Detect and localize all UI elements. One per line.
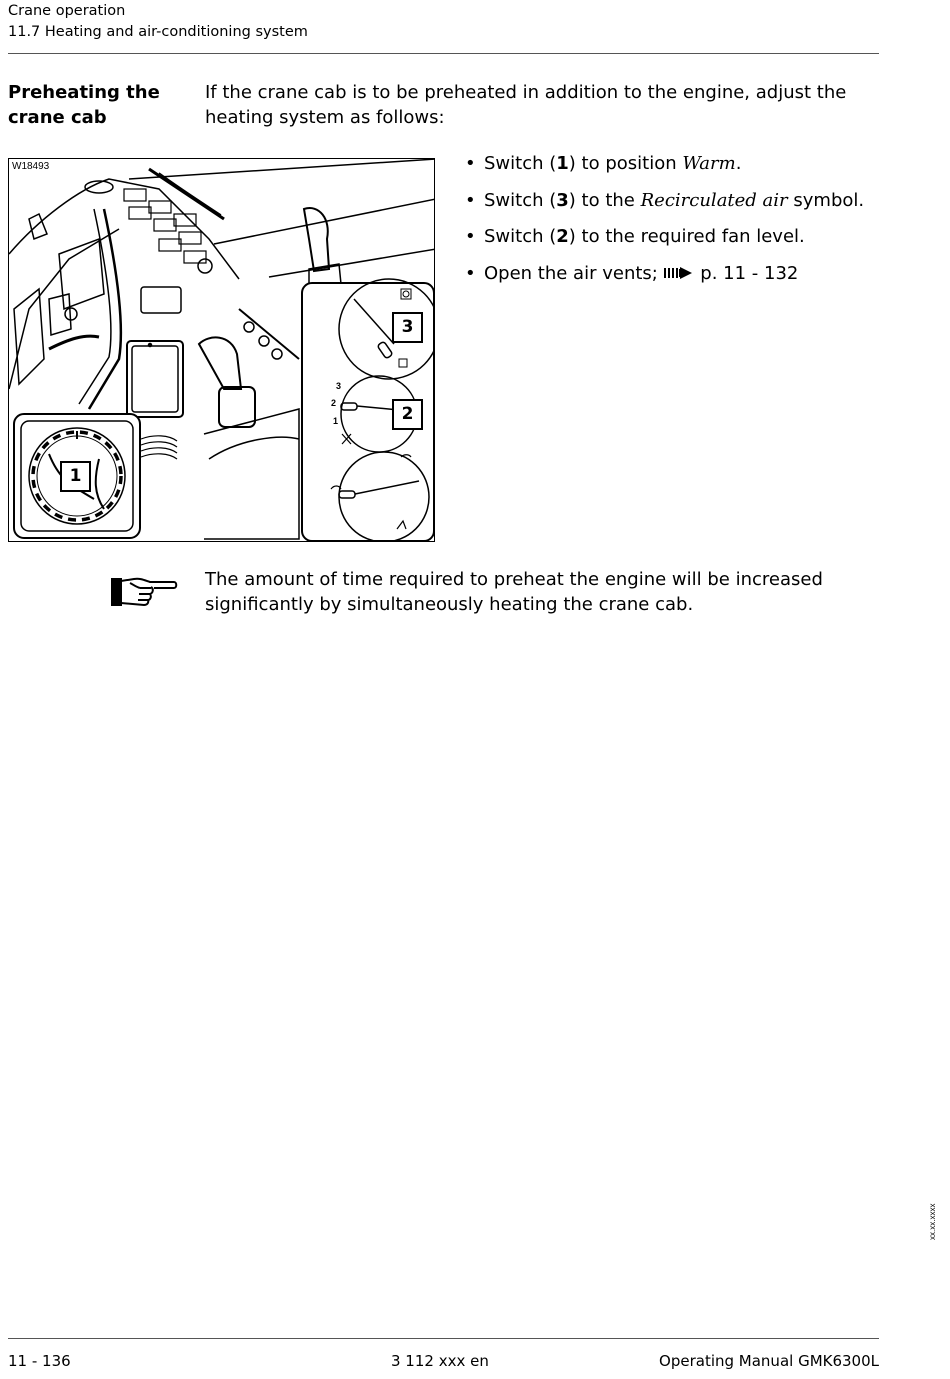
step-1: • Switch (1) to position Warm. <box>465 152 885 176</box>
fan-level-1: 1 <box>333 416 339 426</box>
header-rule <box>8 53 879 54</box>
pointing-hand-note-icon <box>110 573 178 611</box>
step-2: • Switch (3) to the Recirculated air symbol. <box>465 189 885 213</box>
page-reference-link[interactable]: p. 11 - 132 <box>694 262 799 284</box>
cross-reference-arrow-icon <box>664 266 694 280</box>
figure-crane-cab <box>8 158 435 542</box>
intro-text: If the crane cab is to be preheated in addition to the engine, adjust the heating system as follows: <box>205 82 847 128</box>
footer-doc-number: 3 112 xxx en <box>391 1352 489 1370</box>
fan-level-2: 2 <box>331 398 337 408</box>
callout-1: 1 <box>60 461 91 492</box>
footer-manual-title: Operating Manual GMK6300L <box>659 1352 879 1370</box>
footer-rule <box>8 1338 879 1339</box>
callout-2: 2 <box>392 399 423 430</box>
section-title: Preheating the crane cab <box>8 82 160 128</box>
fan-level-3: 3 <box>336 381 342 391</box>
note-text: The amount of time required to preheat the engine will be increased significantly by simultaneously heating the crane cab. <box>205 569 823 615</box>
footer-page-number: 11 - 136 <box>8 1352 71 1370</box>
instruction-list <box>465 152 885 298</box>
callout-3: 3 <box>392 312 423 343</box>
side-code: xx.xx.xxxx <box>928 1203 937 1240</box>
step-3: • Switch (2) to the required fan level. <box>465 225 885 249</box>
figure-id: W18493 <box>12 161 50 172</box>
header-chapter: Crane operation <box>8 3 126 19</box>
step-4: • Open the air vents; p. 11 - 132 <box>465 262 885 286</box>
header-section: 11.7 Heating and air-conditioning system <box>8 24 308 40</box>
